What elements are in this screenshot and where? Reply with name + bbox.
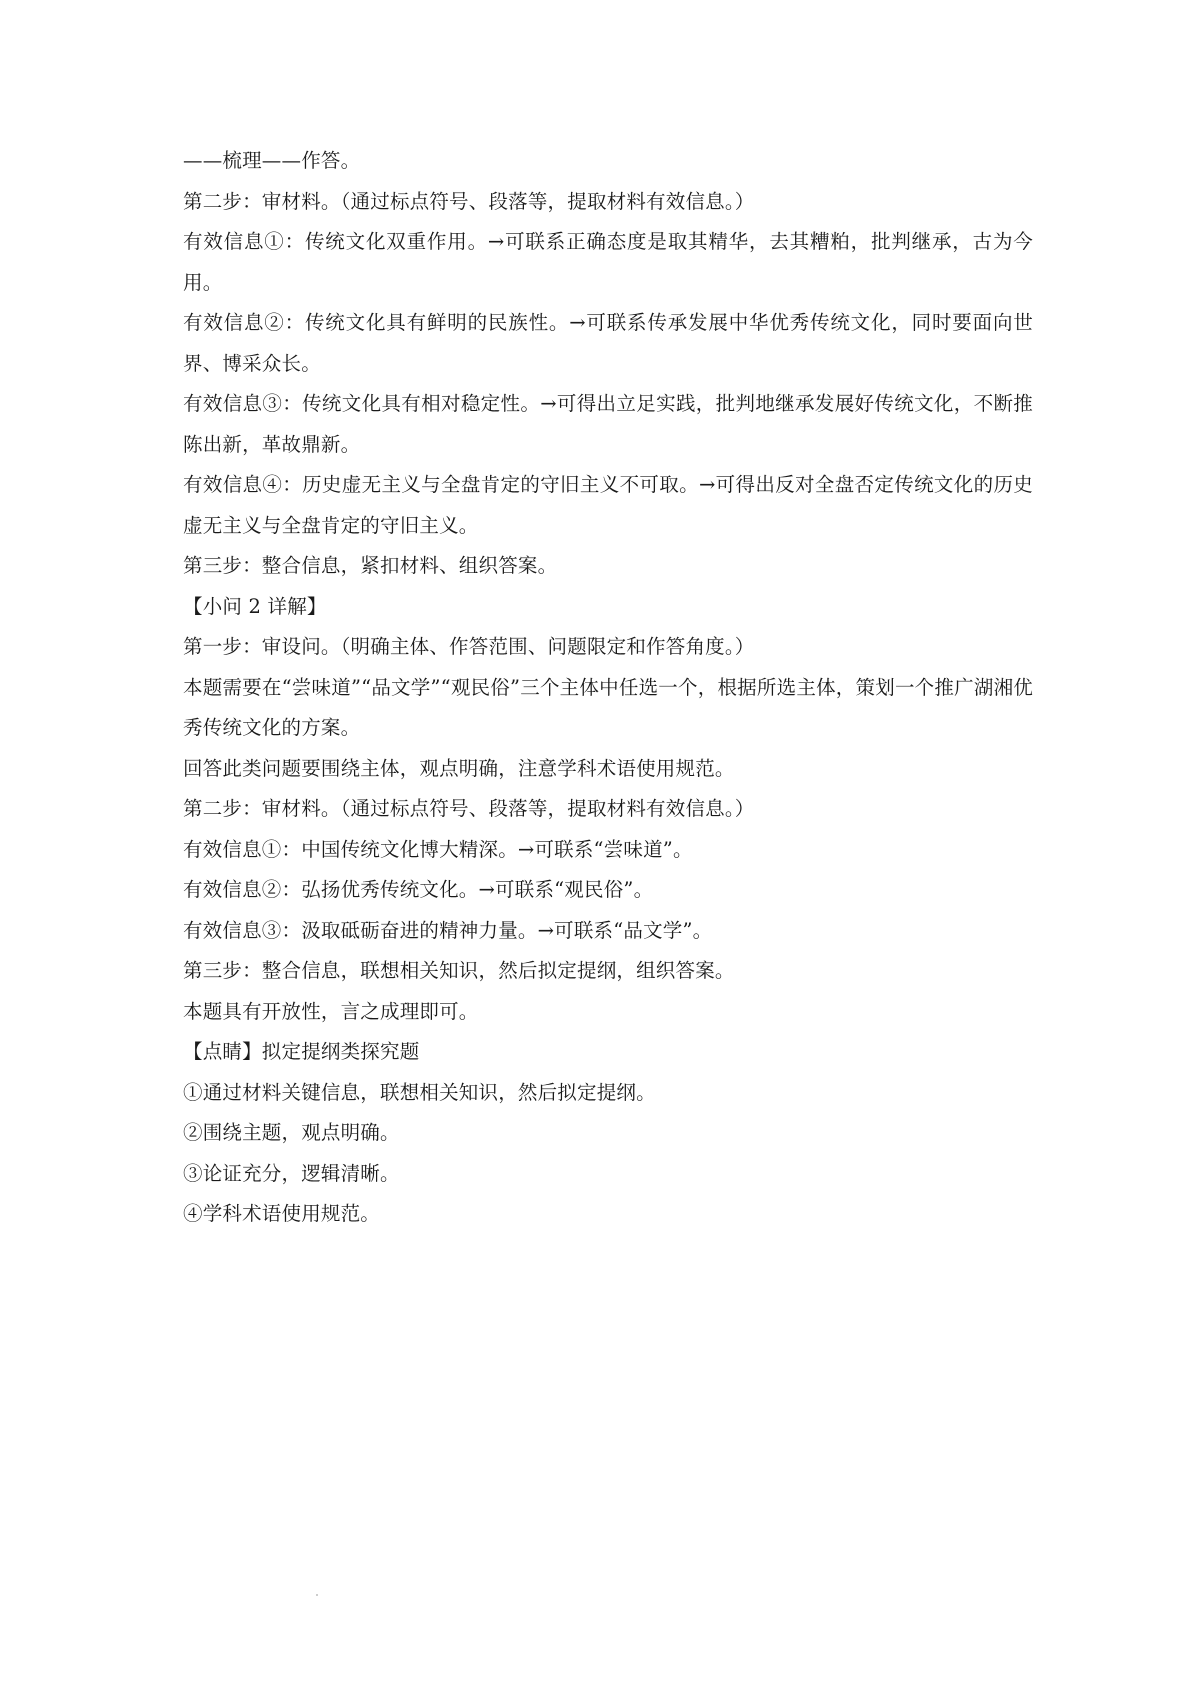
paragraph-line: 回答此类问题要围绕主体，观点明确，注意学科术语使用规范。 bbox=[183, 756, 735, 780]
paragraph-line: 第三步：整合信息，紧扣材料、组织答案。 bbox=[183, 554, 558, 577]
paragraph-line: 本题具有开放性，言之成理即可。 bbox=[183, 999, 479, 1023]
paragraph-line: 第二步：审材料。（通过标点符号、段落等，提取材料有效信息。） bbox=[183, 797, 755, 820]
paragraph-line: ②围绕主题，观点明确。 bbox=[183, 1121, 400, 1144]
paragraph-line: 本题需要在“尝味道”“品文学”“观民俗”三个主体中任选一个，根据所选主体，策划一个推广湖湘优秀传统文化的方案。 bbox=[183, 675, 1033, 739]
scan-speck bbox=[316, 1594, 318, 1596]
paragraph-line: 有效信息①：中国传统文化博大精深。→可联系“尝味道”。 bbox=[183, 837, 693, 861]
paragraph-line: 有效信息④：历史虚无主义与全盘肯定的守旧主义不可取。→可得出反对全盘否定传统文化的历史虚无主义与全盘肯定的守旧主义。 bbox=[183, 473, 1033, 537]
paragraph-line: ③论证充分，逻辑清晰。 bbox=[183, 1161, 400, 1185]
paragraph-line: ①通过材料关键信息，联想相关知识，然后拟定提纲。 bbox=[183, 1080, 656, 1104]
paragraph-line: 有效信息③：汲取砥砺奋进的精神力量。→可联系“品文学”。 bbox=[183, 918, 713, 942]
paragraph-line: 有效信息②：弘扬优秀传统文化。→可联系“观民俗”。 bbox=[183, 878, 654, 901]
section-heading: 【小问 2 详解】 bbox=[183, 594, 327, 618]
paragraph-line: 第二步：审材料。（通过标点符号、段落等，提取材料有效信息。） bbox=[183, 189, 755, 213]
paragraph-line: ——梳理——作答。 bbox=[183, 149, 361, 172]
paragraph-line: ④学科术语使用规范。 bbox=[183, 1202, 381, 1225]
paragraph-line: 有效信息②：传统文化具有鲜明的民族性。→可联系传承发展中华优秀传统文化，同时要面向世界、博采众长。 bbox=[183, 311, 1033, 375]
document-body bbox=[183, 141, 1033, 1235]
section-heading: 【点睛】拟定提纲类探究题 bbox=[183, 1040, 420, 1063]
paragraph-line: 有效信息①：传统文化双重作用。→可联系正确态度是取其精华，去其糟粕，批判继承，古为今用。 bbox=[183, 230, 1033, 294]
paragraph-line: 第三步：整合信息，联想相关知识，然后拟定提纲，组织答案。 bbox=[183, 959, 735, 982]
paragraph-line: 有效信息③：传统文化具有相对稳定性。→可得出立足实践，批判地继承发展好传统文化，不断推陈出新，革故鼎新。 bbox=[183, 392, 1033, 456]
paragraph-line: 第一步：审设问。（明确主体、作答范围、问题限定和作答角度。） bbox=[183, 635, 755, 658]
